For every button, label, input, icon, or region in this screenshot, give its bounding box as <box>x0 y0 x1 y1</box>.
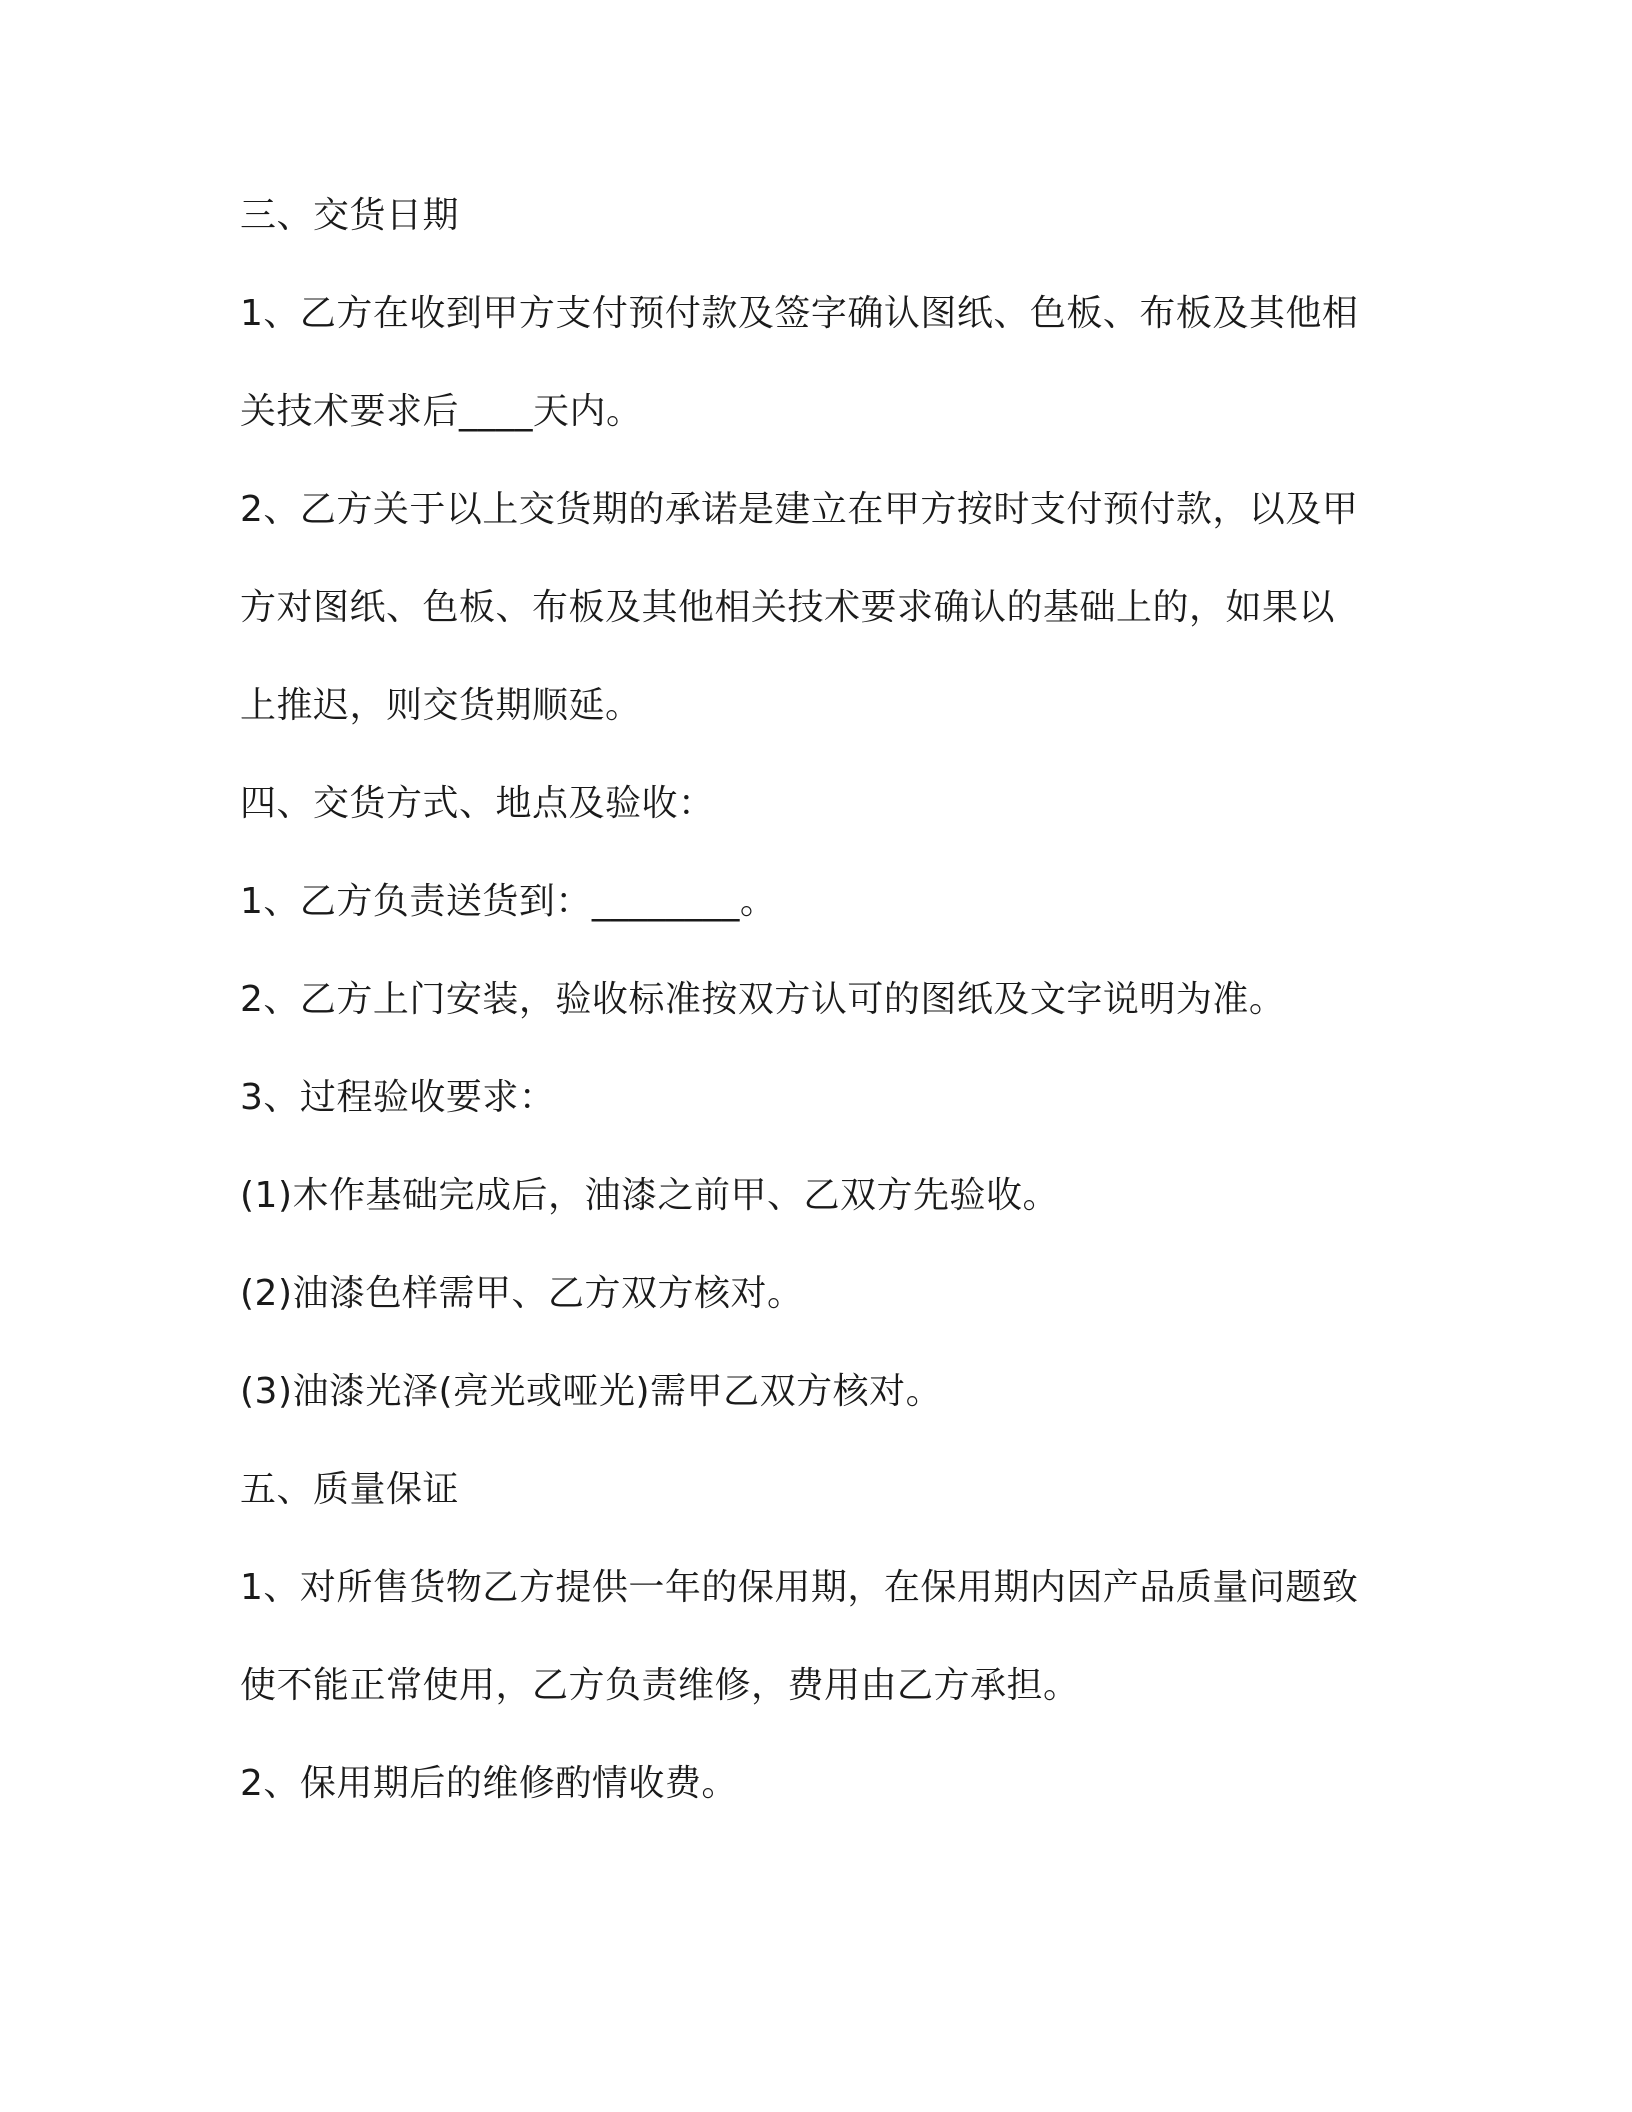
delivery-method-clause-2: 2、乙方上门安装，验收标准按双方认可的图纸及文字说明为准。 <box>240 979 1286 1020</box>
inspection-item-2: (2)油漆色样需甲、乙方双方核对。 <box>240 1273 804 1314</box>
quality-clause-1-line-1: 1、对所售货物乙方提供一年的保用期，在保用期内因产品质量问题致 <box>240 1567 1359 1608</box>
delivery-clause-1-line-1: 1、乙方在收到甲方支付预付款及签字确认图纸、色板、布板及其他相 <box>240 293 1359 334</box>
delivery-clause-1-line-2: 关技术要求后____天内。 <box>240 391 643 432</box>
section-heading-delivery-method: 四、交货方式、地点及验收： <box>240 783 715 824</box>
section-heading-quality-guarantee: 五、质量保证 <box>240 1469 460 1510</box>
delivery-clause-2-line-2: 方对图纸、色板、布板及其他相关技术要求确认的基础上的，如果以 <box>240 587 1336 628</box>
quality-clause-2: 2、保用期后的维修酌情收费。 <box>240 1763 738 1804</box>
inspection-item-3: (3)油漆光泽(亮光或哑光)需甲乙双方核对。 <box>240 1371 943 1412</box>
delivery-method-clause-3: 3、过程验收要求： <box>240 1077 556 1118</box>
quality-clause-1-line-2: 使不能正常使用，乙方负责维修，费用由乙方承担。 <box>240 1665 1080 1706</box>
delivery-clause-2-line-3: 上推迟，则交货期顺延。 <box>240 685 642 726</box>
inspection-item-1: (1)木作基础完成后，油漆之前甲、乙双方先验收。 <box>240 1175 1059 1216</box>
section-heading-delivery-date: 三、交货日期 <box>240 195 460 236</box>
delivery-clause-2-line-1: 2、乙方关于以上交货期的承诺是建立在甲方按时支付预付款，以及甲 <box>240 489 1359 530</box>
delivery-method-clause-1: 1、乙方负责送货到：________。 <box>240 881 777 922</box>
